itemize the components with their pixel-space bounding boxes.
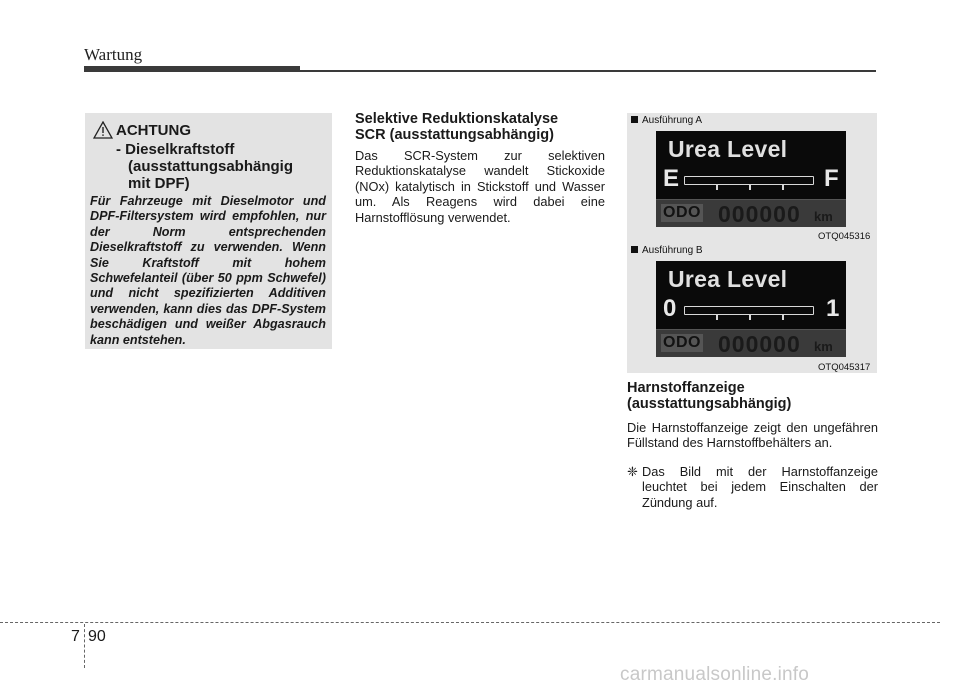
square-bullet-icon <box>631 246 638 253</box>
figure-b-code: OTQ045317 <box>818 362 871 373</box>
odo-label: ODO <box>663 204 701 221</box>
footer-divider <box>84 624 85 668</box>
gauge-tick <box>749 314 751 320</box>
header-rule-thick <box>84 66 300 72</box>
gauge-tick <box>782 184 784 190</box>
odo-unit: km <box>814 209 833 224</box>
odo-unit: km <box>814 339 833 354</box>
odo-label: ODO <box>663 334 701 351</box>
warning-triangle-icon <box>93 121 113 139</box>
note-symbol: ❈ <box>627 464 638 479</box>
gauge-right-label: F <box>824 165 839 192</box>
scr-heading <box>355 111 615 143</box>
watermark: carmanualsonline.info <box>620 664 810 685</box>
gauge-tick <box>782 314 784 320</box>
gauge-tick <box>749 184 751 190</box>
urea-body: Die Harnstoffanzeige zeigt den ungefähren Füllstand des Harnstoffbehälters an. <box>627 420 878 451</box>
scr-heading-line1: Selektive Reduktionskatalyse <box>355 111 559 127</box>
odometer-area <box>656 329 846 357</box>
display-title: Urea Level <box>668 266 788 292</box>
footer-rule <box>0 622 940 623</box>
odo-digits: 000000 <box>718 331 801 357</box>
caution-subtitle <box>116 141 326 192</box>
chapter-number: 7 <box>71 628 80 645</box>
header-rule-thin <box>300 70 876 72</box>
scr-body: Das SCR-System zur selektiven Reduktionskatalyse wandelt Stickoxide (NOx) katalytisch in Stickstoff und Wasser um. Als Reagens wird dabei eine Harnstofflösung verwendet. <box>355 148 605 225</box>
page-number: 90 <box>88 628 106 645</box>
urea-heading-line1: Harnstoffanzeige <box>627 380 745 396</box>
display-title: Urea Level <box>668 136 788 162</box>
figure-b-display <box>656 261 846 356</box>
urea-heading-line2: (ausstattungsabhängig) <box>627 396 792 412</box>
odometer-area <box>656 199 846 227</box>
figure-a-label: Ausführung A <box>631 115 702 126</box>
figure-a-code: OTQ045316 <box>818 231 871 242</box>
caution-subtitle-line1: - Dieselkraftstoff <box>116 141 235 158</box>
gauge-left-label: E <box>663 165 680 192</box>
caution-subtitle-line3: mit DPF) <box>128 175 190 192</box>
square-bullet-icon <box>631 116 638 123</box>
caution-body: Für Fahrzeuge mit Dieselmotor und DPF-Filtersystem wird empfohlen, nur der Norm entsprechenden Dieselkraftstoff zu verwenden. Wenn Sie Kraftstoff mit hohem Schwefelanteil (über 50 ppm Schwefel) und nicht spezifizierten Additiven verwenden, kann dies das DPF-System beschädigen und weißer Abgasrauch kann entstehen. <box>90 194 326 347</box>
gauge-tick <box>716 314 718 320</box>
gauge-tick <box>716 184 718 190</box>
caution-title: ACHTUNG <box>116 122 191 139</box>
figure-a-display <box>656 131 846 226</box>
odo-digits: 000000 <box>718 201 801 227</box>
gauge-right-label: 1 <box>826 295 840 322</box>
note-text: Das Bild mit der Harnstoffanzeige leuchtet bei jedem Einschalten der Zündung auf. <box>642 464 878 510</box>
scr-heading-line2: SCR (ausstattungsabhängig) <box>355 127 554 143</box>
figure-b-label: Ausführung B <box>631 245 703 256</box>
caution-subtitle-line2: (ausstattungsabhängig <box>128 158 294 175</box>
section-title: Wartung <box>84 45 143 64</box>
urea-heading <box>627 380 887 412</box>
gauge-left-label: 0 <box>663 295 677 322</box>
